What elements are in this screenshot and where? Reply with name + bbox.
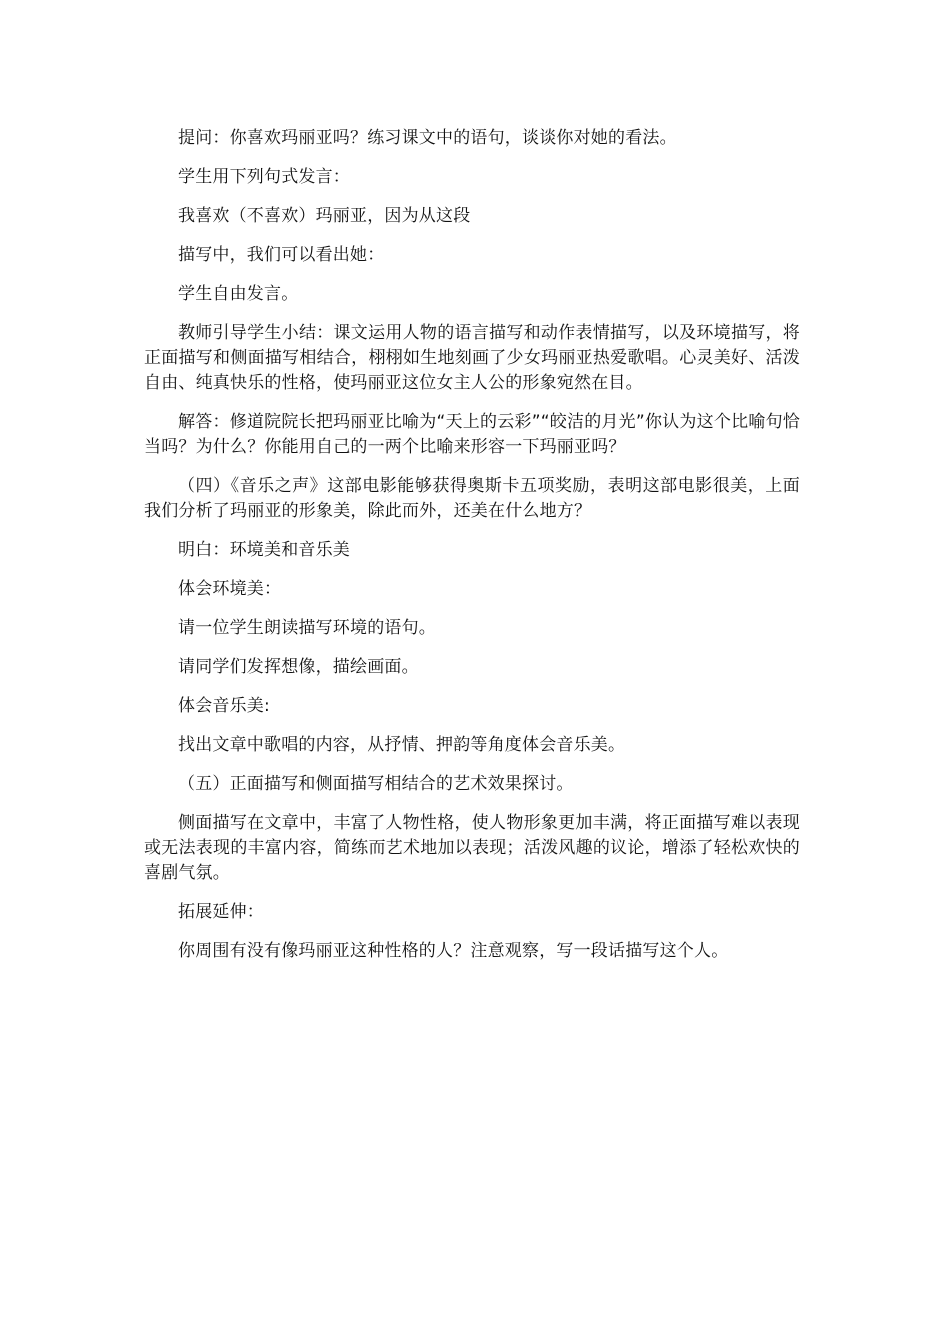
paragraph-free-speech: 学生自由发言。 <box>178 284 299 304</box>
document-page <box>144 126 800 978</box>
paragraph-sentence-pattern-2: 描写中，我们可以看出她： <box>178 245 385 265</box>
paragraph-question: 提问：你喜欢玛丽亚吗？练习课文中的语句，谈谈你对她的看法。 <box>178 128 677 148</box>
paragraph-side-description: 侧面描写在文章中，丰富了人物性格，使人物形象更加丰满，将正面描写难以表现或无法表现的丰富内容，简练而艺术地加以表现；活泼风趣的议论，增添了轻松欢快的喜剧气氛。 <box>144 813 800 883</box>
paragraph-sentence-pattern-intro: 学生用下列句式发言： <box>178 167 350 187</box>
paragraph-extension: 拓展延伸： <box>178 902 264 922</box>
paragraph-imagine: 请同学们发挥想像，描绘画面。 <box>178 657 419 677</box>
paragraph-read-aloud: 请一位学生朗读描写环境的语句。 <box>178 618 436 638</box>
paragraph-find-songs: 找出文章中歌唱的内容，从抒情、押韵等角度体会音乐美。 <box>178 735 626 755</box>
paragraph-sentence-pattern-1: 我喜欢（不喜欢）玛丽亚，因为从这段 <box>178 206 471 226</box>
paragraph-extension-task: 你周围有没有像玛丽亚这种性格的人？注意观察，写一段话描写这个人。 <box>178 941 729 961</box>
paragraph-clarify: 明白：环境美和音乐美 <box>178 540 350 560</box>
paragraph-answer: 解答：修道院院长把玛丽亚比喻为“天上的云彩”“皎洁的月光”你认为这个比喻句恰当吗？为什么？你能用自己的一两个比喻来形容一下玛丽亚吗？ <box>144 412 800 457</box>
paragraph-section-five: （五）正面描写和侧面描写相结合的艺术效果探讨。 <box>178 774 574 794</box>
paragraph-teacher-summary: 教师引导学生小结：课文运用人物的语言描写和动作表情描写，以及环境描写，将正面描写和侧面描写相结合，栩栩如生地刻画了少女玛丽亚热爱歌唱。心灵美好、活泼自由、纯真快乐的性格，使玛丽亚这位女主人公的形象宛然在目。 <box>144 323 800 393</box>
paragraph-section-four: （四）《音乐之声》这部电影能够获得奥斯卡五项奖励，表明这部电影很美，上面我们分析了玛丽亚的形象美，除此而外，还美在什么地方？ <box>144 476 800 521</box>
paragraph-music-beauty: 体会音乐美: <box>178 696 270 716</box>
paragraph-environment-beauty: 体会环境美： <box>178 579 282 599</box>
